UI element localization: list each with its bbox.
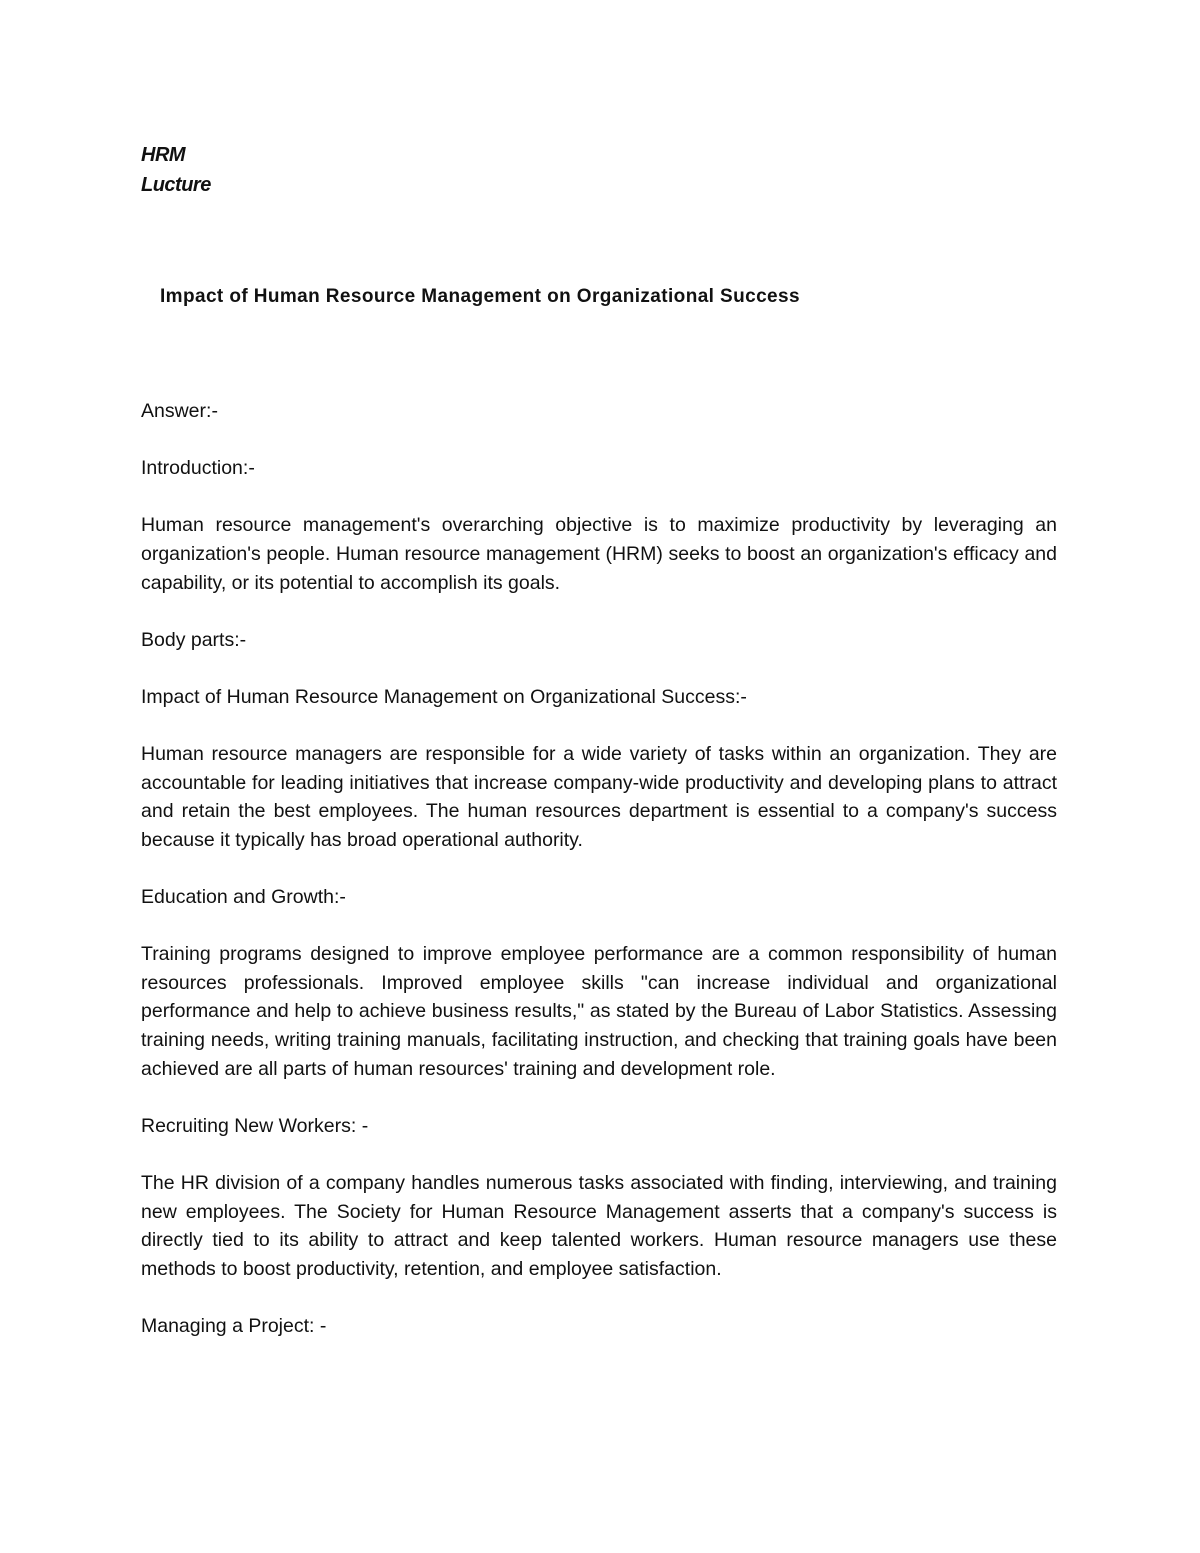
document-body [141,397,1057,1369]
course-label: HRM [141,144,186,166]
impact-paragraph: Human resource managers are responsible for a wide variety of tasks within an organization. They are accountable for leading initiatives that increase company-wide productivity and developing plans to attract and retain the best employees. The human resources department is essential to a company's success because it typically has broad operational authority. [141,743,1057,851]
intro-paragraph: Human resource management's overarching objective is to maximize productivity by leveraging an organization's people. Human resource management (HRM) seeks to boost an organization's efficacy and capability, or its potential to accomplish its goals. [141,514,1057,594]
recruiting-heading: Recruiting New Workers: - [141,1114,369,1137]
project-heading: Managing a Project: - [141,1315,327,1337]
answer-label: Answer:- [141,400,218,422]
education-paragraph: Training programs designed to improve employee performance are a common responsibility of human resources professionals. Improved employee skills "can increase individual and organizational performance and help to achieve business results," as stated by the Bureau of Labor Statistics. Assessing training needs, writing training manuals, facilitating instruction, and checking that training goals have been achieved are all parts of human resources' training and development role. [141,943,1057,1080]
document-header [141,140,211,200]
recruiting-paragraph: The HR division of a company handles numerous tasks associated with finding, interviewing, and training new employees. The Society for Human Resource Management asserts that a company's success is directly tied to its ability to attract and keep talented workers. Human resource managers use these methods to boost productivity, retention, and employee satisfaction. [141,1172,1057,1280]
document-title: Impact of Human Resource Management on Organizational Success [160,286,800,307]
body-heading: Body parts:- [141,628,247,651]
lecture-label: Lucture [141,174,211,196]
intro-heading: Introduction:- [141,457,255,480]
education-heading: Education and Growth:- [141,886,346,909]
impact-heading: Impact of Human Resource Management on Organizational Success:- [141,685,747,708]
